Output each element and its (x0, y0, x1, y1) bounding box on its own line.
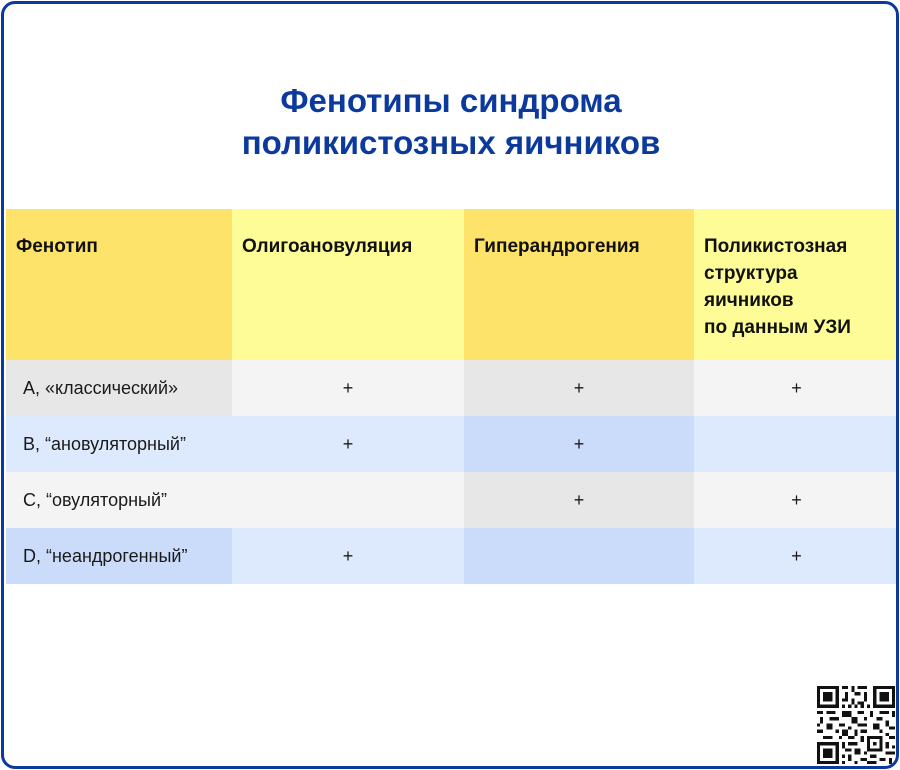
row-label: C, “овуляторный” (6, 472, 232, 528)
cell-mark: + (232, 416, 464, 472)
header-line: Фенотип (16, 236, 98, 257)
page-title-line-2: поликистозных яичников (241, 124, 661, 161)
card (1, 1, 899, 769)
row-label: A, «классический» (6, 360, 232, 416)
header-hyperandrogenism (464, 209, 694, 360)
cell-mark: + (464, 416, 694, 472)
page-title (4, 80, 898, 164)
header-line: Олигоановуляция (242, 236, 413, 257)
qr-code-icon (817, 686, 895, 764)
cell-mark (232, 472, 464, 528)
table-header-row (6, 209, 899, 360)
cell-mark: + (694, 360, 899, 416)
cell-mark: + (464, 472, 694, 528)
cell-mark: + (232, 360, 464, 416)
header-line: по данным УЗИ (704, 317, 851, 338)
header-line: яичников (704, 290, 794, 311)
row-label: B, “ановуляторный” (6, 416, 232, 472)
cell-mark: + (694, 528, 899, 584)
page-title-line-1: Фенотипы синдрома (280, 82, 622, 119)
cell-mark: + (464, 360, 694, 416)
header-line: Поликистозная (704, 236, 848, 257)
row-label: D, “неандрогенный” (6, 528, 232, 584)
table-row (6, 472, 899, 528)
header-phenotype (6, 209, 232, 360)
header-polycystic-ovaries (694, 209, 899, 360)
phenotype-table (6, 209, 899, 584)
table-row (6, 360, 899, 416)
cell-mark: + (694, 472, 899, 528)
header-oligoanovulation (232, 209, 464, 360)
cell-mark (464, 528, 694, 584)
table-row (6, 528, 899, 584)
cell-mark (694, 416, 899, 472)
header-line: структура (704, 263, 798, 284)
header-line: Гиперандрогения (474, 236, 640, 257)
cell-mark: + (232, 528, 464, 584)
table-row (6, 416, 899, 472)
